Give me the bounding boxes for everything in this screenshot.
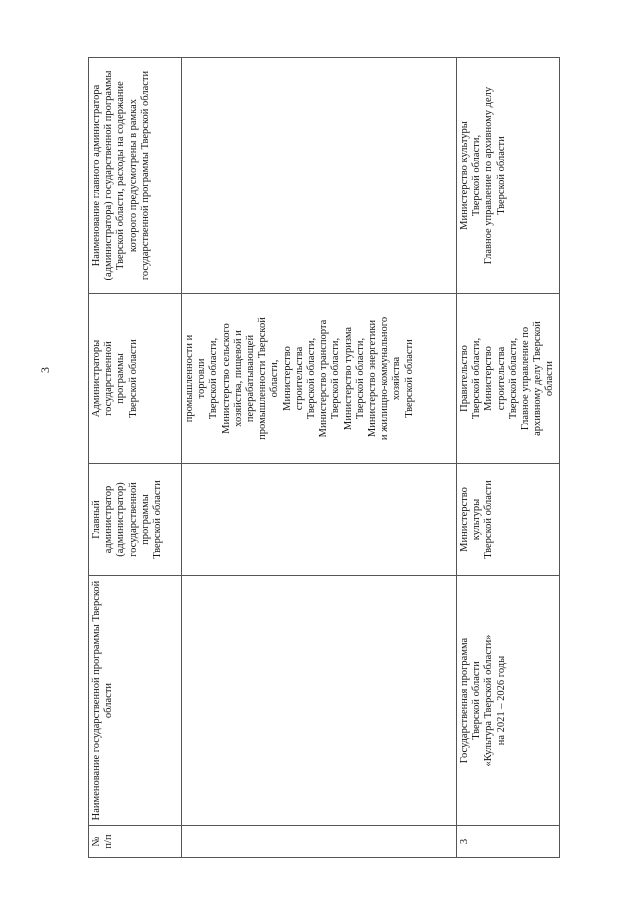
- cell-program-name: Государственная программа Тверской области «Культура Тверской области» на 2021 – 2026 годы: [457, 576, 560, 826]
- rotated-table: [88, 58, 556, 858]
- cell-program-name: [182, 576, 457, 826]
- table-row: [182, 58, 457, 858]
- cell-chief-admin-budget: [182, 58, 457, 294]
- header-chief-admin-budget: Наименование главного администратора (администратора) государственной программы Тверской области, расходы на содержание которого предусмотрены в рамках государственной программы Тверской области: [89, 58, 182, 294]
- programs-table: [88, 57, 560, 858]
- cell-num: [182, 826, 457, 858]
- page-number: 3: [38, 367, 52, 373]
- cell-chief-admin: Министерство культуры Тверской области: [457, 464, 560, 576]
- cell-chief-admin-budget: Министерство культуры Тверской области, Главное управление по архивному делу Тверской области: [457, 58, 560, 294]
- cell-admins: промышленности и торговли Тверской области, Министерство сельского хозяйства, пищевой и перерабатывающей промышленности Тверской области, Министерство строительства Тверской области, Министерство транспорта Тверской области, Министерство туризма Тверской области, Министерство энергетики и жилищно-коммунального хозяйства Тверской области: [182, 294, 457, 464]
- table-header-row: [89, 58, 182, 858]
- header-chief-admin: Главный администратор (администратор) государственной программы Тверской области: [89, 464, 182, 576]
- cell-chief-admin: [182, 464, 457, 576]
- cell-admins: Правительство Тверской области, Министерство строительства Тверской области, Главное управление по архивному делу Тверской области: [457, 294, 560, 464]
- header-admins: Администраторы государственной программы Тверской области: [89, 294, 182, 464]
- header-num: № п/п: [89, 826, 182, 858]
- cell-num: 3: [457, 826, 560, 858]
- table-row: [457, 58, 560, 858]
- header-program-name: Наименование государственной программы Тверской области: [89, 576, 182, 826]
